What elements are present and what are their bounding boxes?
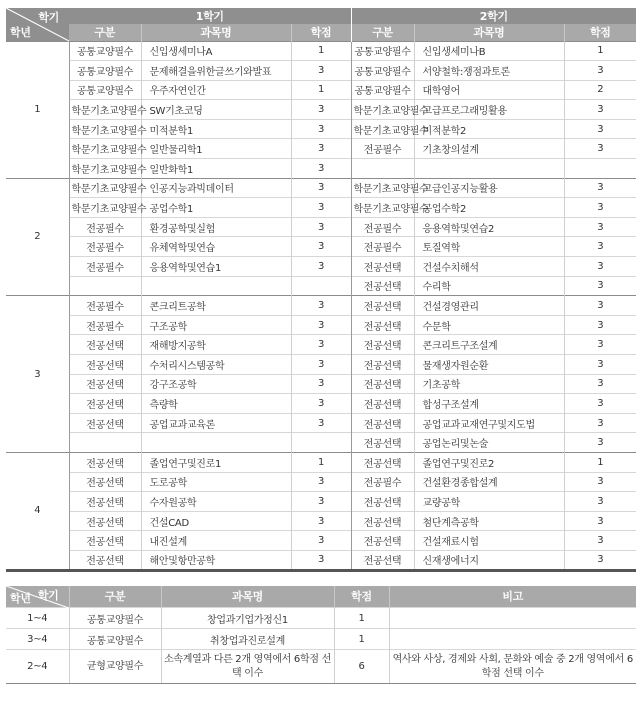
header-year-label: 학년 (10, 25, 31, 39)
sem1-credit: 3 (291, 119, 351, 139)
sem1-credit: 3 (291, 394, 351, 414)
sem1-course: 인공지능과빅데이터 (141, 178, 291, 198)
sub-credit: 1 (334, 608, 389, 629)
table-row (6, 139, 636, 159)
sem1-category: 전공필수 (69, 217, 141, 237)
sem1-course: 콘크리트공학 (141, 296, 291, 316)
sem2-course: 대학영어 (414, 80, 564, 100)
sem1-course (141, 433, 291, 453)
sem2-credit: 3 (564, 198, 636, 218)
sem1-credit: 3 (291, 61, 351, 81)
sem1-category (69, 276, 141, 296)
header-credit-2: 학점 (564, 24, 636, 41)
sub-header-category: 구분 (69, 586, 161, 608)
sem1-category: 전공필수 (69, 257, 141, 277)
sem2-course: 물재생자원순환 (414, 355, 564, 375)
table-row (6, 335, 636, 355)
sub-header-credit: 학점 (334, 586, 389, 608)
sem2-category: 전공선택 (351, 511, 414, 531)
table-row (6, 394, 636, 414)
table-row (6, 629, 636, 650)
sem2-course: 고급프로그래밍활용 (414, 100, 564, 120)
sub-year: 1~4 (6, 608, 69, 629)
sem2-course: 수리학 (414, 276, 564, 296)
sem1-category: 학문기초교양필수 (69, 198, 141, 218)
header-category-1: 구분 (69, 24, 141, 41)
sem2-credit: 3 (564, 335, 636, 355)
sem1-course: 우주자연인간 (141, 80, 291, 100)
sem2-course: 합성구조설계 (414, 394, 564, 414)
table-row (6, 80, 636, 100)
sem2-category: 학문기초교양필수 (351, 198, 414, 218)
table-row (6, 61, 636, 81)
sem1-category: 학문기초교양필수 (69, 100, 141, 120)
header-sem1: 1학기 (69, 8, 351, 24)
sem2-credit: 3 (564, 433, 636, 453)
sem1-credit: 3 (291, 492, 351, 512)
table-row (6, 100, 636, 120)
sem1-credit: 1 (291, 452, 351, 472)
sem1-course: 유체역학및연습 (141, 237, 291, 257)
sem2-course: 수문학 (414, 315, 564, 335)
sem1-course: 구조공학 (141, 315, 291, 335)
table-row (6, 276, 636, 296)
table-row (6, 159, 636, 179)
sem2-course: 기초공학 (414, 374, 564, 394)
sem2-category: 전공선택 (351, 492, 414, 512)
sem1-course (141, 276, 291, 296)
sem2-course: 기초창의설계 (414, 139, 564, 159)
sem2-credit: 3 (564, 394, 636, 414)
sem1-credit: 3 (291, 413, 351, 433)
sem2-category: 전공선택 (351, 550, 414, 570)
sem1-course: 측량학 (141, 394, 291, 414)
sem1-course: 수자원공학 (141, 492, 291, 512)
table-row (6, 119, 636, 139)
sem2-category: 전공선택 (351, 433, 414, 453)
sem1-category: 공통교양필수 (69, 80, 141, 100)
sem2-credit: 3 (564, 492, 636, 512)
sem1-course: 해안및항만공학 (141, 550, 291, 570)
sem2-credit: 3 (564, 296, 636, 316)
table-row (6, 178, 636, 198)
sem2-credit: 3 (564, 217, 636, 237)
sem1-course: 환경공학및실험 (141, 217, 291, 237)
table-row (6, 257, 636, 277)
sem1-course: 재해방지공학 (141, 335, 291, 355)
sem1-category: 전공선택 (69, 472, 141, 492)
sem1-credit: 3 (291, 198, 351, 218)
table-row (6, 217, 636, 237)
sem2-course: 공업교과교재연구및지도법 (414, 413, 564, 433)
sem2-course: 신입생세미나B (414, 41, 564, 61)
sem2-credit: 3 (564, 119, 636, 139)
sem2-course: 첨단계측공학 (414, 511, 564, 531)
sem2-credit: 3 (564, 472, 636, 492)
sem2-category: 학문기초교양필수 (351, 178, 414, 198)
sem2-course: 토질역학 (414, 237, 564, 257)
sem1-credit: 3 (291, 217, 351, 237)
sem2-category: 학문기초교양필수 (351, 119, 414, 139)
sem2-course (414, 159, 564, 179)
sem1-category: 공통교양필수 (69, 41, 141, 61)
sub-course: 취창업과진로설계 (161, 629, 334, 650)
sub-header-year-label: 학년 (10, 592, 31, 606)
sem1-credit: 3 (291, 355, 351, 375)
sem2-credit: 3 (564, 550, 636, 570)
sub-header-note: 비고 (389, 586, 636, 608)
year-cell: 4 (6, 452, 69, 570)
sem2-credit: 3 (564, 315, 636, 335)
sem1-category: 전공선택 (69, 492, 141, 512)
sem2-course: 서양철학:쟁점과토론 (414, 61, 564, 81)
sub-note (389, 629, 636, 650)
table-row (6, 492, 636, 512)
header-course-1: 과목명 (141, 24, 291, 41)
sub-header-corner (6, 586, 69, 608)
header-course-2: 과목명 (414, 24, 564, 41)
sem1-category: 학문기초교양필수 (69, 119, 141, 139)
year-cell: 3 (6, 296, 69, 453)
sub-year: 3~4 (6, 629, 69, 650)
sem1-course: 공업교과교육론 (141, 413, 291, 433)
table-row (6, 550, 636, 570)
sem1-credit: 3 (291, 139, 351, 159)
sem2-credit: 3 (564, 100, 636, 120)
sem2-category: 공통교양필수 (351, 80, 414, 100)
sem1-category: 전공선택 (69, 452, 141, 472)
sem1-credit: 3 (291, 472, 351, 492)
sem2-credit: 3 (564, 374, 636, 394)
table-row (6, 296, 636, 316)
header-semester-label: 학기 (38, 11, 59, 24)
sem2-course: 교량공학 (414, 492, 564, 512)
sem2-credit: 3 (564, 413, 636, 433)
sem2-credit (564, 159, 636, 179)
table-row (6, 237, 636, 257)
sub-category: 균형교양필수 (69, 650, 161, 684)
header-corner (6, 8, 69, 41)
sem1-course: 수처리시스템공학 (141, 355, 291, 375)
sem2-course: 건설수치해석 (414, 257, 564, 277)
sem1-credit: 3 (291, 374, 351, 394)
header-category-2: 구분 (351, 24, 414, 41)
sem2-credit: 3 (564, 178, 636, 198)
sem1-credit: 3 (291, 315, 351, 335)
sem2-category: 전공선택 (351, 413, 414, 433)
sem2-course: 건설경영관리 (414, 296, 564, 316)
sem1-course: 강구조공학 (141, 374, 291, 394)
sem2-category: 전공선택 (351, 452, 414, 472)
sem1-course: 건설CAD (141, 511, 291, 531)
header-credit-1: 학점 (291, 24, 351, 41)
sub-header-course: 과목명 (161, 586, 334, 608)
sem1-credit: 3 (291, 159, 351, 179)
sub-course: 소속계열과 다른 2개 영역에서 6학점 선택 이수 (161, 650, 334, 684)
sem1-credit (291, 276, 351, 296)
sem1-category: 전공선택 (69, 374, 141, 394)
sem1-course: 신입생세미나A (141, 41, 291, 61)
table-row (6, 650, 636, 684)
sem2-category: 전공필수 (351, 139, 414, 159)
curriculum-table (6, 8, 636, 572)
general-education-table (6, 586, 636, 685)
sem2-category: 전공선택 (351, 531, 414, 551)
sem2-category: 전공선택 (351, 394, 414, 414)
header-sem2: 2학기 (351, 8, 636, 24)
sub-credit: 1 (334, 629, 389, 650)
sem2-credit: 3 (564, 276, 636, 296)
sem2-course: 응용역학및연습2 (414, 217, 564, 237)
sem1-course: 일반물리학1 (141, 139, 291, 159)
sem2-course: 고급인공지능활용 (414, 178, 564, 198)
sem1-credit: 3 (291, 531, 351, 551)
sem2-category: 전공필수 (351, 217, 414, 237)
sem1-category: 전공선택 (69, 511, 141, 531)
sem2-category: 전공선택 (351, 296, 414, 316)
sem2-category: 전공선택 (351, 315, 414, 335)
sem2-category: 학문기초교양필수 (351, 100, 414, 120)
table-row (6, 472, 636, 492)
sub-category: 공통교양필수 (69, 608, 161, 629)
sem1-category: 전공필수 (69, 237, 141, 257)
sem1-credit: 3 (291, 237, 351, 257)
sem1-credit: 3 (291, 550, 351, 570)
sem2-category: 전공필수 (351, 472, 414, 492)
sem2-course: 미적분학2 (414, 119, 564, 139)
sem1-course: 일반화학1 (141, 159, 291, 179)
sem1-category: 전공선택 (69, 335, 141, 355)
sem2-credit: 3 (564, 237, 636, 257)
sem1-course: 응용역학및연습1 (141, 257, 291, 277)
sub-note: 역사와 사상, 경제와 사회, 문화와 예술 중 2개 영역에서 6학점 선택 이수 (389, 650, 636, 684)
sem1-credit: 1 (291, 41, 351, 61)
sem2-category: 전공필수 (351, 237, 414, 257)
table-row (6, 608, 636, 629)
sem2-credit: 2 (564, 80, 636, 100)
sem2-credit: 1 (564, 41, 636, 61)
sem1-course: 문제해결을위한글쓰기와발표 (141, 61, 291, 81)
sem2-category: 전공선택 (351, 355, 414, 375)
table-row (6, 433, 636, 453)
sem2-credit: 3 (564, 511, 636, 531)
sem2-category: 전공선택 (351, 335, 414, 355)
sem1-credit: 3 (291, 100, 351, 120)
sem2-category: 전공선택 (351, 276, 414, 296)
table-row (6, 41, 636, 61)
sem1-credit: 3 (291, 335, 351, 355)
sem1-category: 학문기초교양필수 (69, 139, 141, 159)
sem1-course: 내진설계 (141, 531, 291, 551)
sem1-category: 전공필수 (69, 296, 141, 316)
sem2-course: 신재생에너지 (414, 550, 564, 570)
sem2-credit: 3 (564, 257, 636, 277)
year-cell: 1 (6, 41, 69, 178)
sub-course: 창업과기업가정신1 (161, 608, 334, 629)
sem1-credit: 3 (291, 511, 351, 531)
sem2-course: 콘크리트구조설계 (414, 335, 564, 355)
table-row (6, 198, 636, 218)
sem1-category: 학문기초교양필수 (69, 159, 141, 179)
sem1-credit: 1 (291, 80, 351, 100)
sem1-course: 공업수학1 (141, 198, 291, 218)
sem2-credit: 3 (564, 61, 636, 81)
sem2-category (351, 159, 414, 179)
sem1-course: 졸업연구및진로1 (141, 452, 291, 472)
sem2-category: 공통교양필수 (351, 41, 414, 61)
sem2-credit: 3 (564, 139, 636, 159)
sem2-course: 건설환경종합설계 (414, 472, 564, 492)
sem1-course: 미적분학1 (141, 119, 291, 139)
sem1-credit: 3 (291, 178, 351, 198)
sem1-credit: 3 (291, 257, 351, 277)
sem1-credit (291, 433, 351, 453)
table-row (6, 355, 636, 375)
sem2-course: 공업논리및논술 (414, 433, 564, 453)
sem2-category: 전공선택 (351, 257, 414, 277)
sem2-credit: 1 (564, 452, 636, 472)
table-row (6, 413, 636, 433)
sem1-category (69, 433, 141, 453)
sub-note (389, 608, 636, 629)
sem2-course: 공업수학2 (414, 198, 564, 218)
sem1-category: 공통교양필수 (69, 61, 141, 81)
table-row (6, 374, 636, 394)
sem2-credit: 3 (564, 355, 636, 375)
sem2-course: 졸업연구및진로2 (414, 452, 564, 472)
table-row (6, 452, 636, 472)
sem1-category: 전공선택 (69, 550, 141, 570)
table-row (6, 315, 636, 335)
sem1-course: 도로공학 (141, 472, 291, 492)
sub-header-semester-label: 학기 (37, 588, 59, 602)
sem2-category: 전공선택 (351, 374, 414, 394)
sem1-category: 학문기초교양필수 (69, 178, 141, 198)
sub-year: 2~4 (6, 650, 69, 684)
year-cell: 2 (6, 178, 69, 296)
table-row (6, 531, 636, 551)
sem2-category: 공통교양필수 (351, 61, 414, 81)
sem1-category: 전공선택 (69, 394, 141, 414)
sub-category: 공통교양필수 (69, 629, 161, 650)
sem1-category: 전공선택 (69, 355, 141, 375)
sem1-course: SW기초코딩 (141, 100, 291, 120)
sub-credit: 6 (334, 650, 389, 684)
sem2-course: 건설재료시험 (414, 531, 564, 551)
sem1-credit: 3 (291, 296, 351, 316)
sem1-category: 전공선택 (69, 531, 141, 551)
sem1-category: 전공선택 (69, 413, 141, 433)
table-row (6, 511, 636, 531)
sem1-category: 전공필수 (69, 315, 141, 335)
sem2-credit: 3 (564, 531, 636, 551)
